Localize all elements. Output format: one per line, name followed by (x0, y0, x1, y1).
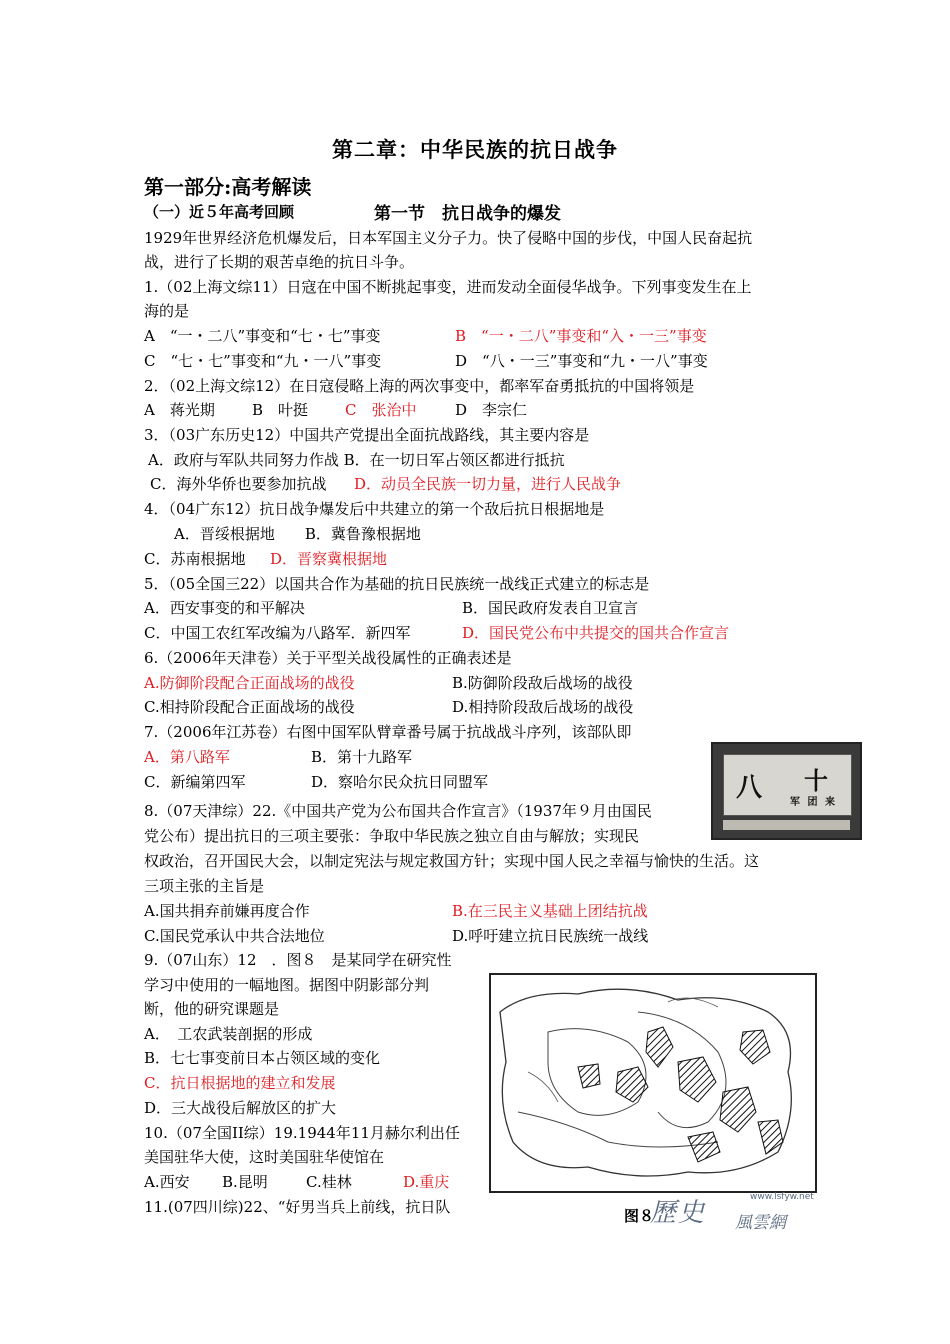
q10-stem-2: 美国驻华大使，这时美国驻华使馆在 (144, 1148, 385, 1166)
q10-stem-1: 10.（07全国II综）19.1944年11月赫尔利出任 (144, 1124, 460, 1142)
q7-stem: 7.（2006年江苏卷）右图中国军队臂章番号属于抗战战斗序列，该部队即 (144, 723, 632, 741)
q9-option-c: C．抗日根据地的建立和发展 (144, 1074, 336, 1092)
q2-stem: 2．（02上海文综12）在日寇侵略上海的两次事变中，都率军奋勇抵抗的中国将领是 (144, 377, 695, 395)
q1-stem-1: 1.（02上海文综11）日寇在中国不断挑起事变，进而发动全面侵华战争。下列事变发生在上 (144, 278, 752, 296)
q10-option-a: A.西安 (144, 1173, 190, 1191)
q7-option-b: B．第十九路军 (311, 748, 413, 766)
q9-stem-1: 9.（07山东）12 ．图８ 是某同学在研究性 (144, 951, 452, 969)
q2-option-c: C 张治中 (345, 401, 417, 419)
q6-stem: 6.（2006年天津卷）关于平型关战役属性的正确表述是 (144, 649, 512, 667)
armband-image (711, 742, 862, 840)
q11-stem: 11.(07四川综)22、“好男当兵上前线，抗日队 (144, 1198, 451, 1216)
q6-option-b: B.防御阶段敌后战场的战役 (452, 674, 633, 692)
intro-line-1: 1929年世界经济危机爆发后，日本军国主义分子力。快了侵略中国的步伐，中国人民奋起抗 (144, 229, 753, 247)
q10-option-c: C.桂林 (306, 1173, 352, 1191)
q8-option-c: C.国民党承认中共合法地位 (144, 927, 325, 945)
q5-option-d: D．国民党公布中共提交的国共合作宣言 (462, 624, 730, 642)
q3-options-ab: A．政府与军队共同努力作战 B．在一切日军占领区都进行抵抗 (148, 451, 565, 469)
q3-option-c: C．海外华侨也要参加抗战 (150, 475, 327, 493)
q9-stem-3: 断，他的研究课题是 (144, 1000, 280, 1018)
q3-option-d: D．动员全民族一切力量，进行人民战争 (354, 475, 622, 493)
q10-option-b: B.昆明 (222, 1173, 268, 1191)
armband-strip (723, 820, 850, 830)
map-caption: 图８ (624, 1207, 655, 1225)
q4-options-ab: A．晋绥根据地 B．冀鲁豫根据地 (174, 525, 421, 543)
q2-option-a: A 蒋光期 (144, 401, 215, 419)
q7-option-d: D．察哈尔民众抗日同盟军 (311, 773, 489, 791)
part-heading: 第一部分:高考解读 (144, 175, 312, 199)
q5-option-a: A．西安事变的和平解决 (144, 599, 305, 617)
armband-char-left: 八 (736, 773, 763, 803)
q8-stem-2: 党公布）提出抗日的三项主要张：争取中华民族之独立自由与解放；实现民 (144, 827, 640, 845)
watermark-right: 風雲網 (735, 1213, 786, 1233)
q7-option-c: C．新编第四军 (144, 773, 246, 791)
q2-option-d: D 李宗仁 (455, 401, 528, 419)
q8-option-a: A.国共捐弃前嫌再度合作 (144, 902, 310, 920)
q8-option-d: D.呼吁建立抗日民族统一战线 (452, 927, 649, 945)
page-title: 第二章：中华民族的抗日战争 (332, 137, 618, 162)
q2-option-b: B 叶挺 (252, 401, 309, 419)
q3-stem: 3．（03广东历史12）中国共产党提出全面抗战路线，其主要内容是 (144, 426, 590, 444)
q6-option-a: A.防御阶段配合正面战场的战役 (144, 674, 355, 692)
intro-line-2: 战，进行了长期的艰苦卓绝的抗日斗争。 (144, 253, 415, 271)
q1-option-d: D “八・一三”事变和“九・一八”事变 (455, 352, 708, 370)
q5-stem: 5．（05全国三22）以国共合作为基础的抗日民族统一战线正式建立的标志是 (144, 575, 650, 593)
section-title: 第一节 抗日战争的爆发 (374, 204, 561, 224)
q10-option-d: D.重庆 (403, 1173, 450, 1191)
watermark-url: www.lsfyw.net (750, 1192, 814, 1202)
armband-char-right: 十 (804, 767, 828, 795)
historical-map (488, 972, 818, 1194)
q5-option-b: B．国民政府发表自卫宣言 (462, 599, 639, 617)
q1-stem-2: 海的是 (144, 302, 190, 320)
q1-option-c: C “七・七”事变和“九・一八”事变 (144, 352, 382, 370)
q4-option-d: D．晋察冀根据地 (270, 550, 388, 568)
q9-stem-2: 学习中使用的一幅地图。据图中阴影部分判 (144, 976, 430, 994)
q4-stem: 4．（04广东12）抗日战争爆发后中共建立的第一个敌后抗日根据地是 (144, 500, 605, 518)
q6-option-c: C.相持阶段配合正面战场的战役 (144, 698, 355, 716)
q8-option-b: B.在三民主义基础上团结抗战 (452, 902, 648, 920)
q1-option-b: B “一・二八”事变和“入・一三”事变 (455, 327, 707, 345)
q9-option-b: B．七七事变前日本占领区域的变化 (144, 1049, 381, 1067)
q9-option-a: A． 工农武装剖据的形成 (144, 1025, 313, 1043)
q8-stem-1: 8.（07天津综）22.《中国共产党为公布国共合作宣言》（1937年９月由国民 (144, 802, 652, 820)
q4-option-c: C．苏南根据地 (144, 550, 246, 568)
q6-option-d: D.相持阶段敌后战场的战役 (452, 698, 634, 716)
watermark-logo: 歷史 (650, 1198, 707, 1228)
q8-stem-4: 三项主张的主旨是 (144, 877, 265, 895)
q8-stem-3: 权政治，召开国民大会，以制定宪法与规定救国方针；实现中国人民之幸福与愉快的生活。这 (144, 852, 760, 870)
armband-char-bottom: 军 团 来 (790, 797, 837, 808)
q7-option-a: A．第八路军 (144, 748, 230, 766)
q5-option-c: C．中国工农红军改编为八路军．新四军 (144, 624, 411, 642)
q9-option-d: D．三大战役后解放区的扩大 (144, 1099, 337, 1117)
q1-option-a: A “一・二八”事变和“七・七”事变 (144, 327, 381, 345)
review-label: （一）近５年高考回顾 (144, 203, 295, 221)
